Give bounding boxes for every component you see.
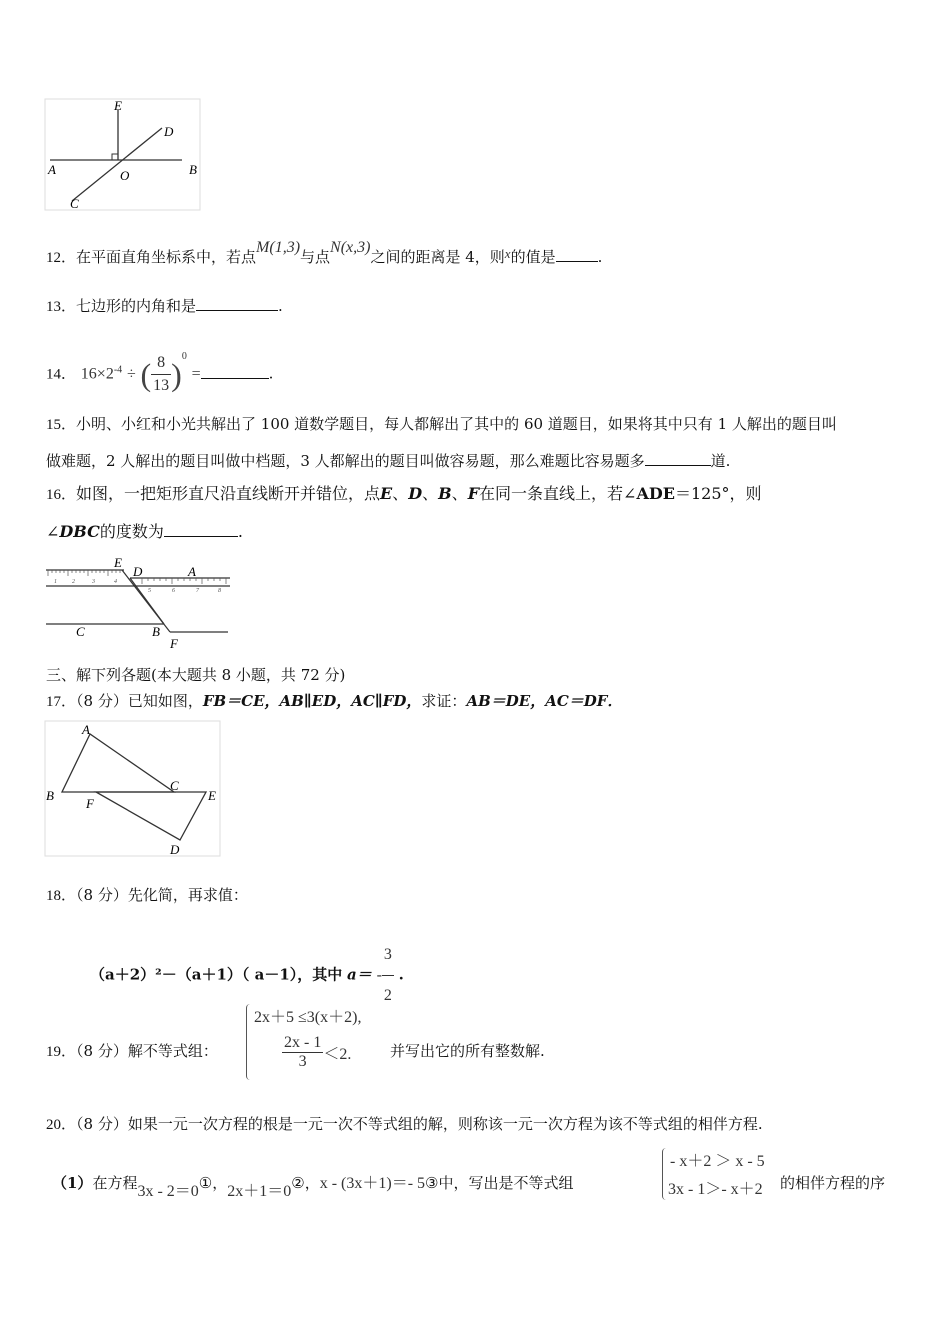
- answer-blank-15: [645, 451, 711, 466]
- question-18-expression: （a＋2）²－（a＋1）（ a－1），其中 a＝ - $\frac{3}{2}$ .: [90, 935, 404, 1016]
- label-f: F: [170, 636, 178, 651]
- question-20-part-1: （1）在方程3x - 2＝0①，2x＋1＝0②，x - (3x＋1)＝- 5③中，写出是不等式组: [52, 1174, 574, 1200]
- inequality-20-1: - x＋2 ＞ x - 5: [670, 1153, 765, 1170]
- question-12: 12．在平面直角坐标系中，若点M(1,3)与点N(x,3)之间的距离是 4，则x的值是 .: [46, 239, 603, 266]
- question-16-line-2: ∠DBC的度数为 .: [46, 522, 243, 541]
- fraction-2x-1-over-3: $\frac{2x - 1}{3}$: [284, 1034, 322, 1070]
- label-a: A: [82, 722, 90, 737]
- label-a: A: [188, 564, 196, 579]
- question-19: 19．（8 分）解不等式组：: [46, 1042, 218, 1060]
- fraction-3-2: $\frac{3}{2}$: [382, 935, 394, 1016]
- label-b: B: [189, 162, 197, 177]
- label-c: C: [76, 624, 85, 639]
- ruler-tick-8: 8: [218, 588, 221, 594]
- question-13: 13．七边形的内角和是 .: [46, 297, 283, 315]
- label-b: B: [46, 788, 54, 803]
- label-e: E: [208, 788, 216, 803]
- question-15-line-1: 15．小明、小红和小光共解出了 100 道数学题目，每人都解出了其中的 60 道题目，如果将其中只有 1 人解出的题目叫: [46, 415, 837, 433]
- figure-angle-aob: [44, 98, 202, 212]
- question-20-part-1-end: 的相伴方程的序: [780, 1174, 886, 1192]
- ruler-tick-7: 7: [196, 588, 199, 594]
- answer-blank-13: [196, 296, 278, 311]
- ruler-tick-5: 5: [148, 588, 151, 594]
- label-o: O: [120, 168, 130, 183]
- label-d: D: [164, 124, 174, 139]
- label-a: A: [48, 162, 56, 177]
- ruler-tick-6: 6: [172, 588, 175, 594]
- ruler-tick-3: 3: [92, 579, 95, 585]
- label-d: D: [170, 842, 180, 857]
- ruler-tick-4: 4: [114, 579, 117, 585]
- figure-broken-ruler: [44, 556, 232, 652]
- question-16-line-1: 16．如图，一把矩形直尺沿直线断开并错位，点E、D、B、F在同一条直线上，若∠ADE＝125°，则: [46, 484, 762, 503]
- label-c: C: [170, 778, 179, 793]
- answer-blank-14: [201, 364, 269, 379]
- label-f: F: [86, 796, 94, 811]
- label-d: D: [133, 564, 143, 579]
- inequality-19-2: $\frac{2x - 1}{3}$ ＜2.: [284, 1034, 352, 1070]
- question-20: 20．（8 分）如果一元一次方程的根是一元一次不等式组的解，则称该一元一次方程为该不等式组的相伴方程.: [46, 1115, 763, 1133]
- inequality-19-1: 2x＋5 ≤3(x＋2),: [254, 1009, 362, 1026]
- question-14: 14． $16\times 2^{-4}$ ÷ ( $\frac{8}{13}$ )$^0$ = .: [46, 352, 273, 397]
- question-18: 18．（8 分）先化简，再求值：: [46, 886, 248, 904]
- answer-blank-12: [556, 247, 598, 262]
- label-e: E: [114, 98, 122, 113]
- ruler-tick-2: 2: [72, 579, 75, 585]
- system-brace-19: [246, 1004, 253, 1080]
- label-b: B: [152, 624, 160, 639]
- ruler-tick-1: 1: [54, 579, 57, 585]
- question-15-line-2: 做难题，2 人解出的题目叫做中档题，3 人都解出的题目叫做容易题，那么难题比容易题多 道.: [46, 452, 731, 470]
- question-17: 17．（8 分）已知如图，FB＝CE，AB∥ED，AC∥FD，求证：AB＝DE，AC＝DF．: [46, 692, 623, 710]
- answer-blank-16: [164, 522, 238, 537]
- fraction-8-13: $\frac{8}{13}$: [151, 352, 171, 397]
- label-c: C: [70, 196, 79, 211]
- label-e: E: [114, 556, 122, 570]
- section-3-heading: 三、解下列各题(本大题共 8 小题，共 72 分): [46, 666, 346, 684]
- figure-triangles-abc-def: [44, 720, 222, 858]
- question-19-instruction: 并写出它的所有整数解.: [390, 1042, 545, 1060]
- inequality-20-2: 3x - 1＞- x＋2: [668, 1181, 763, 1198]
